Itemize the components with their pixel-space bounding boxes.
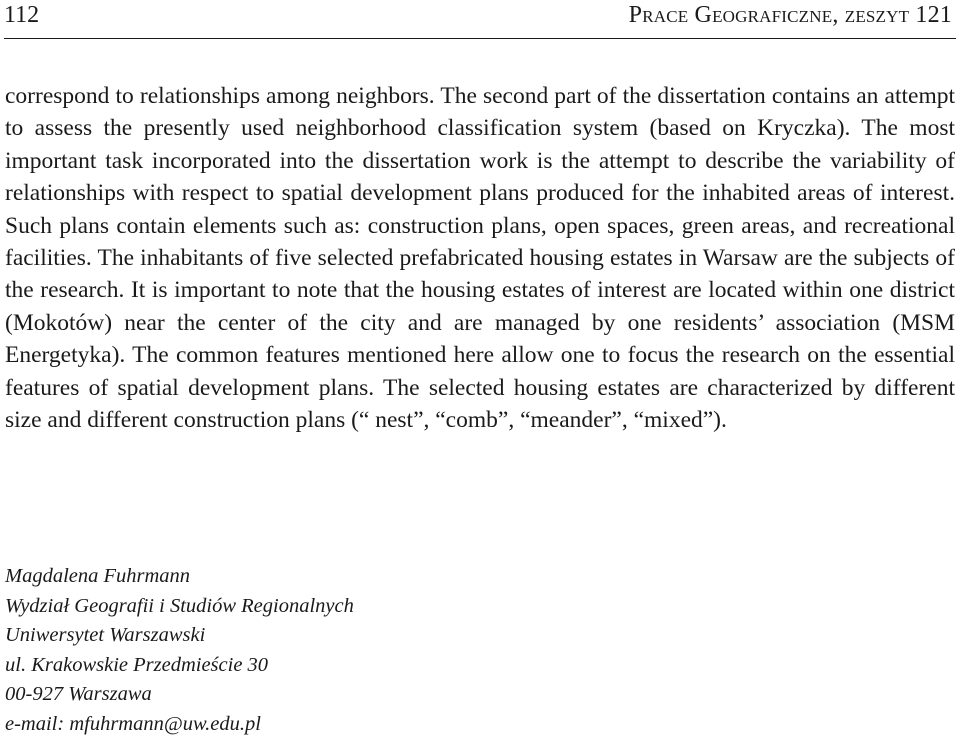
page-number: 112 xyxy=(4,2,39,28)
author-street-address: ul. Krakowskie Przedmieście 30 xyxy=(5,651,605,681)
author-department: Wydział Geografii i Studiów Regionalnych xyxy=(5,592,605,622)
author-affiliation xyxy=(5,562,605,739)
journal-title: Prace Geograficzne, zeszyt 121 xyxy=(629,2,952,28)
running-header xyxy=(4,0,956,39)
author-name: Magdalena Fuhrmann xyxy=(5,562,605,592)
author-city: 00-927 Warszawa xyxy=(5,680,605,710)
author-university: Uniwersytet Warszawski xyxy=(5,621,605,651)
author-email: e-mail: mfuhrmann@uw.edu.pl xyxy=(5,710,605,739)
body-paragraph: correspond to relationships among neighbors. The second part of the dissertation contains an attempt to assess the presently used neighborhood classification system (based on Kryczka). The most important task incorporated into the dissertation work is the attempt to describe the variability of relationships with respect to spatial development plans produced for the inhabited areas of interest. Such plans contain elements such as: construction plans, open spaces, green areas, and recreational facilities. The inhabitants of five selected prefabricated housing estates in Warsaw are the subjects of the research. It is important to note that the housing estates of interest are located within one district (Mokotów) near the center of the city and are managed by one residents’ association (MSM Energetyka). The common features mentioned here allow one to focus the research on the essential features of spatial development plans. The selected housing estates are characterized by different size and different construction plans (“ nest”, “comb”, “meander”, “mixed”). xyxy=(5,80,955,436)
